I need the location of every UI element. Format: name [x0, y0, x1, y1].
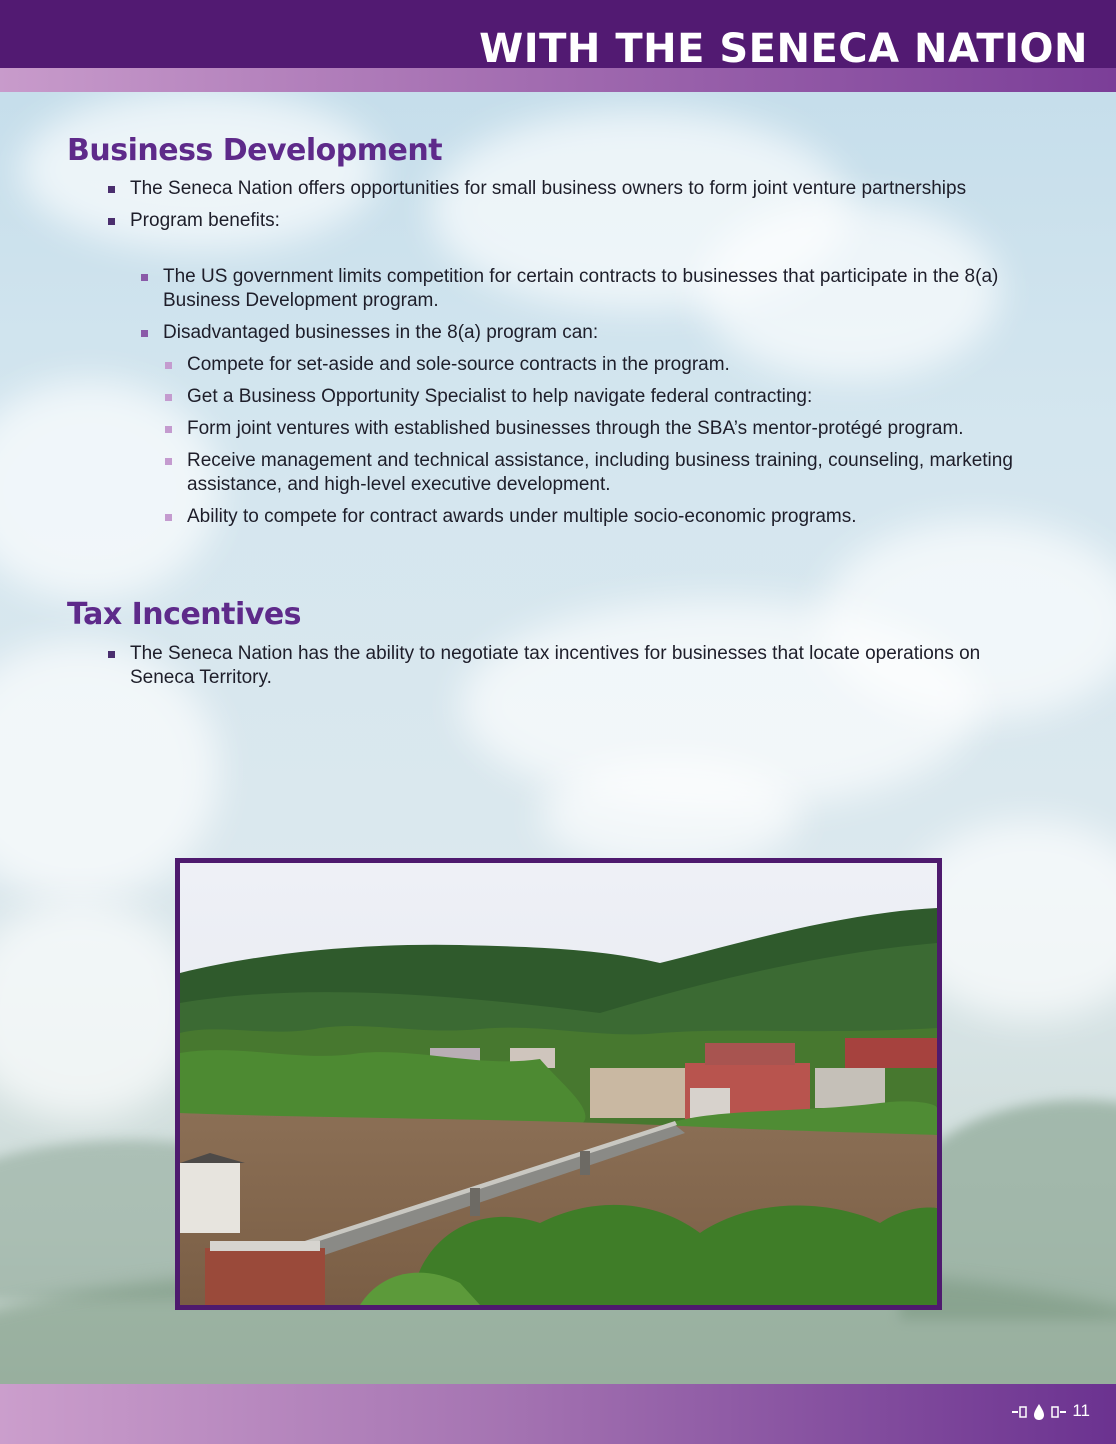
- bullet-square-icon: [141, 274, 148, 281]
- bullet-square-icon: [108, 218, 115, 225]
- bullet-square-icon: [108, 186, 115, 193]
- bullet-square-icon: [141, 330, 148, 337]
- footer-bar: [0, 1384, 1116, 1444]
- list-item: Form joint ventures with established businesses through the SBA’s mentor-protégé program.: [165, 417, 1068, 441]
- bullet-square-icon: [165, 394, 172, 401]
- list-item: Get a Business Opportunity Specialist to help navigate federal contracting:: [165, 385, 1068, 409]
- bullet-square-icon: [165, 362, 172, 369]
- business-development-list-level3: [108, 353, 1068, 537]
- bullet-square-icon: [165, 458, 172, 465]
- section-heading-business-development: Business Development: [67, 133, 443, 168]
- tax-incentives-list: [108, 642, 988, 698]
- photo-illustration: [180, 863, 937, 1305]
- page-title: WITH THE SENECA NATION: [479, 26, 1088, 72]
- section-heading-tax-incentives: Tax Incentives: [67, 597, 302, 632]
- seneca-wampum-emblem-icon: [1012, 1402, 1066, 1422]
- list-item: Receive management and technical assistance, including business training, counseling, marketing assistance, and high-level executive development.: [165, 449, 1068, 497]
- list-item: Disadvantaged businesses in the 8(a) program can:: [141, 321, 1068, 345]
- list-item: Compete for set-aside and sole-source contracts in the program.: [165, 353, 1068, 377]
- river-town-bridge-photo: [175, 858, 942, 1310]
- page-number: 11: [1072, 1401, 1090, 1420]
- bullet-square-icon: [165, 426, 172, 433]
- bullet-square-icon: [165, 514, 172, 521]
- list-item: Program benefits:: [108, 209, 988, 233]
- list-item: Ability to compete for contract awards under multiple socio-economic programs.: [165, 505, 1068, 529]
- business-development-list-level1: [108, 177, 988, 241]
- list-item: The Seneca Nation offers opportunities for small business owners to form joint venture partnerships: [108, 177, 988, 201]
- list-item: The Seneca Nation has the ability to negotiate tax incentives for businesses that locate operations on Seneca Territory.: [108, 642, 988, 690]
- business-development-list-level2: [108, 265, 1068, 353]
- bullet-square-icon: [108, 651, 115, 658]
- list-item: The US government limits competition for certain contracts to businesses that participate in the 8(a) Business Development program.: [141, 265, 1068, 313]
